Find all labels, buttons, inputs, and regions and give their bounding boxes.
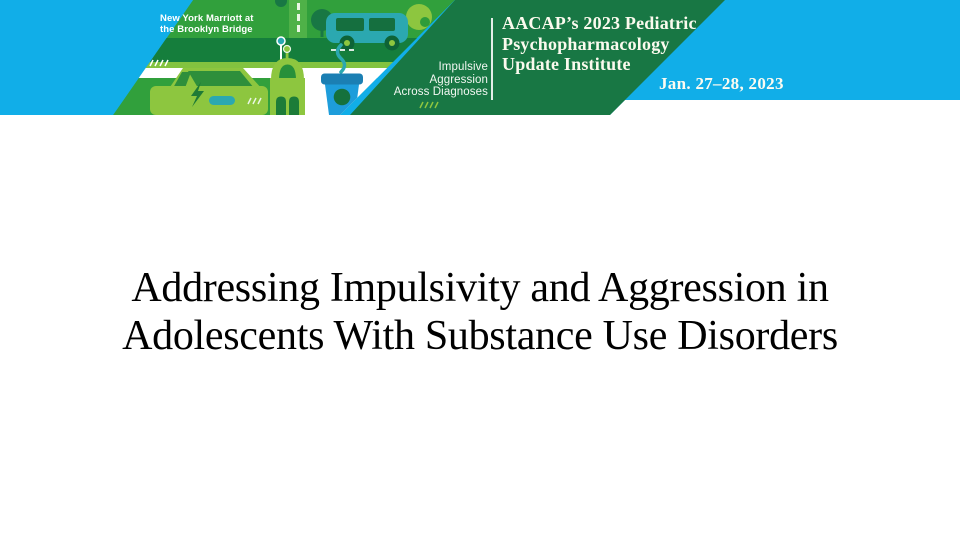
conference-title bbox=[502, 13, 697, 75]
venue-line-2: the Brooklyn Bridge bbox=[160, 23, 253, 35]
slide-title bbox=[30, 264, 930, 360]
conference-line-2: Psychopharmacology bbox=[502, 33, 670, 54]
vertical-divider bbox=[491, 18, 493, 100]
program-line-3: Across Diagnoses bbox=[393, 86, 488, 98]
venue-text bbox=[160, 14, 254, 36]
conference-dates: Jan. 27–28, 2023 bbox=[659, 74, 784, 93]
program-name bbox=[394, 61, 488, 99]
program-line-2: Aggression bbox=[429, 73, 488, 86]
conference-banner bbox=[0, 0, 960, 115]
conference-line-3: Update Institute bbox=[502, 54, 631, 74]
venue-line-1: New York Marriott at bbox=[160, 13, 254, 24]
slide-title-line-1: Addressing Impulsivity and Aggression in bbox=[131, 265, 829, 311]
slide-title-line-2: Adolescents With Substance Use Disorders bbox=[122, 313, 838, 359]
conference-line-1: AACAP’s 2023 Pediatric bbox=[502, 13, 697, 33]
program-line-1: Impulsive bbox=[438, 61, 488, 73]
